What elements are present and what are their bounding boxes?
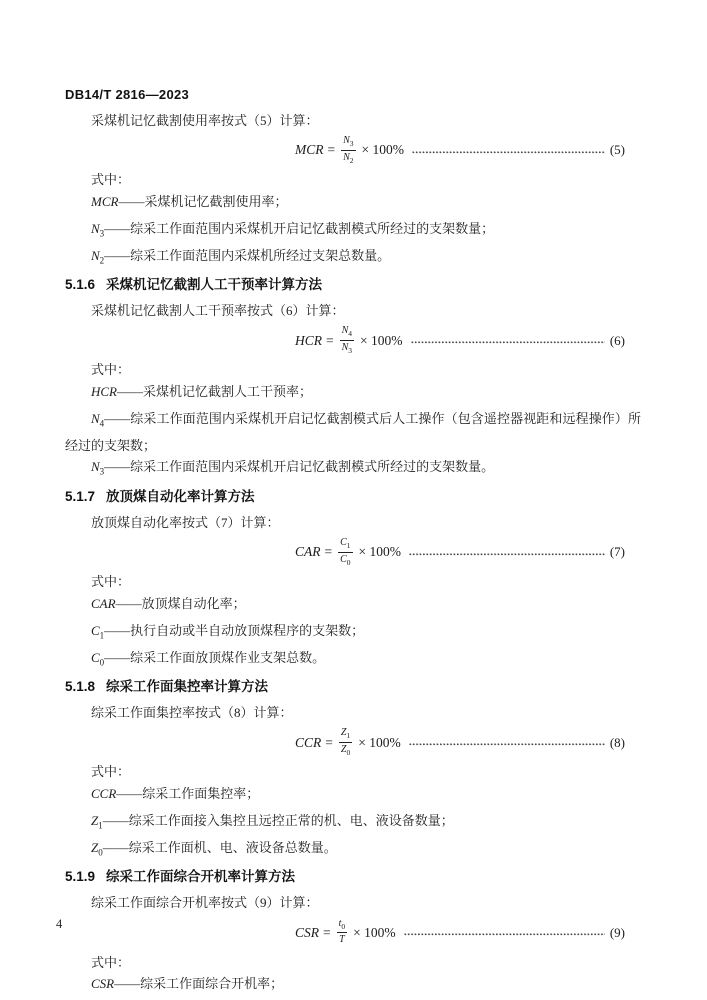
fraction-denominator: $C_0$ <box>340 553 351 567</box>
fraction <box>341 135 355 165</box>
where-label: 式中： <box>91 172 131 187</box>
section-5-1-8 <box>65 676 641 864</box>
fraction <box>338 537 352 567</box>
definition-item <box>65 381 641 408</box>
formula-row <box>65 136 641 164</box>
times-expression: × 100% <box>353 924 396 940</box>
section-5-1-7 <box>65 486 641 674</box>
where-label: 式中： <box>91 574 131 590</box>
definition-text: ——综采工作面范围内采煤机开启记忆截割模式所经过的支架数量； <box>104 220 495 236</box>
equals-sign: = <box>327 142 336 158</box>
definition-item: $C_1——$执行自动或半自动放顶煤程序的支架数； <box>91 622 365 641</box>
definition-symbol: N <box>91 220 100 236</box>
equals-sign: = <box>325 734 333 750</box>
formula-row <box>65 538 641 566</box>
definition-symbol: MCR <box>91 193 119 209</box>
fraction-denominator: $N_3$ <box>341 341 353 355</box>
dot-leader <box>412 151 605 154</box>
definition-symbol: HCR <box>91 383 117 399</box>
formula <box>295 918 400 948</box>
definition-text: ——执行自动或半自动放顶煤程序的支架数； <box>104 622 365 638</box>
definition-text: ——综采工作面范围内采煤机所经过支架总数量。 <box>104 247 391 263</box>
heading-title: 综采工作面集控率计算方法 <box>106 678 269 694</box>
definition-item: $N_3——$综采工作面范围内采煤机开启记忆截割模式所经过的支架数量。 <box>91 459 495 478</box>
section-intro: 综采工作面集控率按式（8）计算： <box>91 704 293 720</box>
times-expression: × 100% <box>358 544 402 560</box>
formula-lhs: MCR <box>295 142 324 158</box>
formula <box>295 537 405 567</box>
section-heading <box>65 486 641 508</box>
fraction <box>337 918 348 948</box>
section-heading <box>65 676 641 698</box>
formula <box>295 135 408 165</box>
fraction-numerator: $Z_1$ <box>339 727 352 742</box>
formula-row <box>65 919 641 947</box>
fraction <box>340 325 354 355</box>
equals-sign: = <box>326 332 334 348</box>
section-intro: 综采工作面综合开机率按式（9）计算： <box>91 895 319 911</box>
definition-text: ——综采工作面接入集控且远控正常的机、电、液设备数量； <box>102 812 454 828</box>
equals-sign: = <box>323 924 331 940</box>
where-label: 式中： <box>91 362 131 378</box>
definition-item: $N_4——$综采工作面范围内采煤机开启记忆截割模式后人工操作（包含遥控器视距和远程操作）所经过的支架数； <box>65 410 641 453</box>
section-intro: 采煤机记忆截割人工干预率按式（6）计算： <box>91 302 345 318</box>
definition-item: $N_2——$综采工作面范围内采煤机所经过支架总数量。 <box>91 247 391 266</box>
formula-row <box>65 728 641 756</box>
definition-text: ——综采工作面综合开机率； <box>114 976 284 992</box>
where-label: 式中： <box>91 764 131 780</box>
where-label: 式中： <box>91 954 131 970</box>
formula <box>295 727 405 757</box>
definition-symbol: C <box>91 622 100 638</box>
equals-sign: = <box>324 544 333 560</box>
section-formula-5 <box>65 110 641 272</box>
dot-leader <box>409 743 605 746</box>
heading-number: 5.1.7 <box>65 488 96 504</box>
dot-leader <box>411 341 605 344</box>
definition-item: $N_3——$综采工作面范围内采煤机开启记忆截割模式所经过的支架数量； <box>91 220 495 239</box>
definition-text: ——综采工作面范围内采煤机开启记忆截割模式所经过的支架数量。 <box>104 459 495 475</box>
heading-title: 采煤机记忆截割人工干预率计算方法 <box>106 276 323 292</box>
times-expression: × 100% <box>360 332 403 348</box>
heading-number: 5.1.9 <box>65 869 96 885</box>
heading-number: 5.1.8 <box>65 678 96 694</box>
definition-text: ——采煤机记忆截割人工干预率； <box>117 383 313 399</box>
equation-number: (9) <box>609 924 625 940</box>
equation-number: (7) <box>609 544 625 560</box>
definition-text: ——放顶煤自动化率； <box>115 595 246 611</box>
section-intro: 采煤机记忆截割使用率按式（5）计算： <box>91 112 319 128</box>
equation-number: (5) <box>609 142 625 158</box>
definition-symbol: N <box>91 410 100 426</box>
times-expression: × 100% <box>361 142 405 158</box>
fraction <box>339 727 352 757</box>
fraction-numerator: $C_1$ <box>338 537 352 552</box>
document-code: DB14/T 2816—2023 <box>65 87 190 102</box>
definition-symbol: N <box>91 459 100 475</box>
heading-number: 5.1.6 <box>65 276 96 292</box>
definition-item: $C_0——$综采工作面放顶煤作业支架总数。 <box>91 649 326 668</box>
definition-symbol: CAR <box>91 595 116 611</box>
fraction-numerator: $N_4$ <box>340 325 354 340</box>
fraction-denominator: $N_2$ <box>343 151 354 165</box>
definition-text: ——综采工作面集控率； <box>116 785 260 801</box>
fraction-numerator: $N_3$ <box>341 135 355 150</box>
definition-symbol: CCR <box>91 785 117 801</box>
definition-symbol: Z <box>91 812 99 828</box>
fraction-denominator: $Z_0$ <box>340 743 351 757</box>
definition-text: ——综采工作面机、电、液设备总数量。 <box>102 840 337 856</box>
formula-lhs: CCR <box>295 734 322 750</box>
definition-symbol: Z <box>91 840 99 856</box>
definition-text: ——综采工作面放顶煤作业支架总数。 <box>104 649 326 665</box>
page-number: 4 <box>56 917 63 931</box>
fraction-denominator: T <box>339 934 345 946</box>
times-expression: × 100% <box>358 734 401 750</box>
dot-leader <box>404 933 605 936</box>
formula-row <box>65 326 641 354</box>
formula <box>295 325 407 355</box>
equation-number: (8) <box>609 734 625 750</box>
definition-item: $Z_1——$综采工作面接入集控且远控正常的机、电、液设备数量； <box>91 812 454 831</box>
equation-number: (6) <box>609 332 625 348</box>
formula-lhs: HCR <box>295 332 322 348</box>
dot-leader <box>409 553 605 556</box>
definition-item <box>65 191 641 218</box>
section-heading <box>65 274 641 296</box>
definition-item <box>65 593 641 620</box>
heading-title: 放顶煤自动化率计算方法 <box>106 488 255 504</box>
definition-symbol: N <box>91 247 100 263</box>
definition-symbol: C <box>91 649 100 665</box>
definition-text: ——综采工作面范围内采煤机开启记忆截割模式后人工操作（包含遥控器视距和远程操作）所经过的支架数； <box>65 410 641 453</box>
definition-item <box>65 783 641 810</box>
heading-title: 综采工作面综合开机率计算方法 <box>106 869 296 885</box>
formula-lhs: CAR <box>295 544 321 560</box>
definition-symbol: CSR <box>91 976 115 992</box>
formula-lhs: CSR <box>295 924 320 940</box>
section-5-1-9 <box>65 866 641 1000</box>
definition-item: $Z_0——$综采工作面机、电、液设备总数量。 <box>91 840 337 858</box>
section-intro: 放顶煤自动化率按式（7）计算： <box>91 514 280 530</box>
definition-text: ——采煤机记忆截割使用率； <box>118 193 288 209</box>
section-heading <box>65 866 641 888</box>
section-5-1-6 <box>65 274 641 484</box>
fraction-numerator: $t_0$ <box>337 918 348 933</box>
definition-item <box>65 973 641 1000</box>
